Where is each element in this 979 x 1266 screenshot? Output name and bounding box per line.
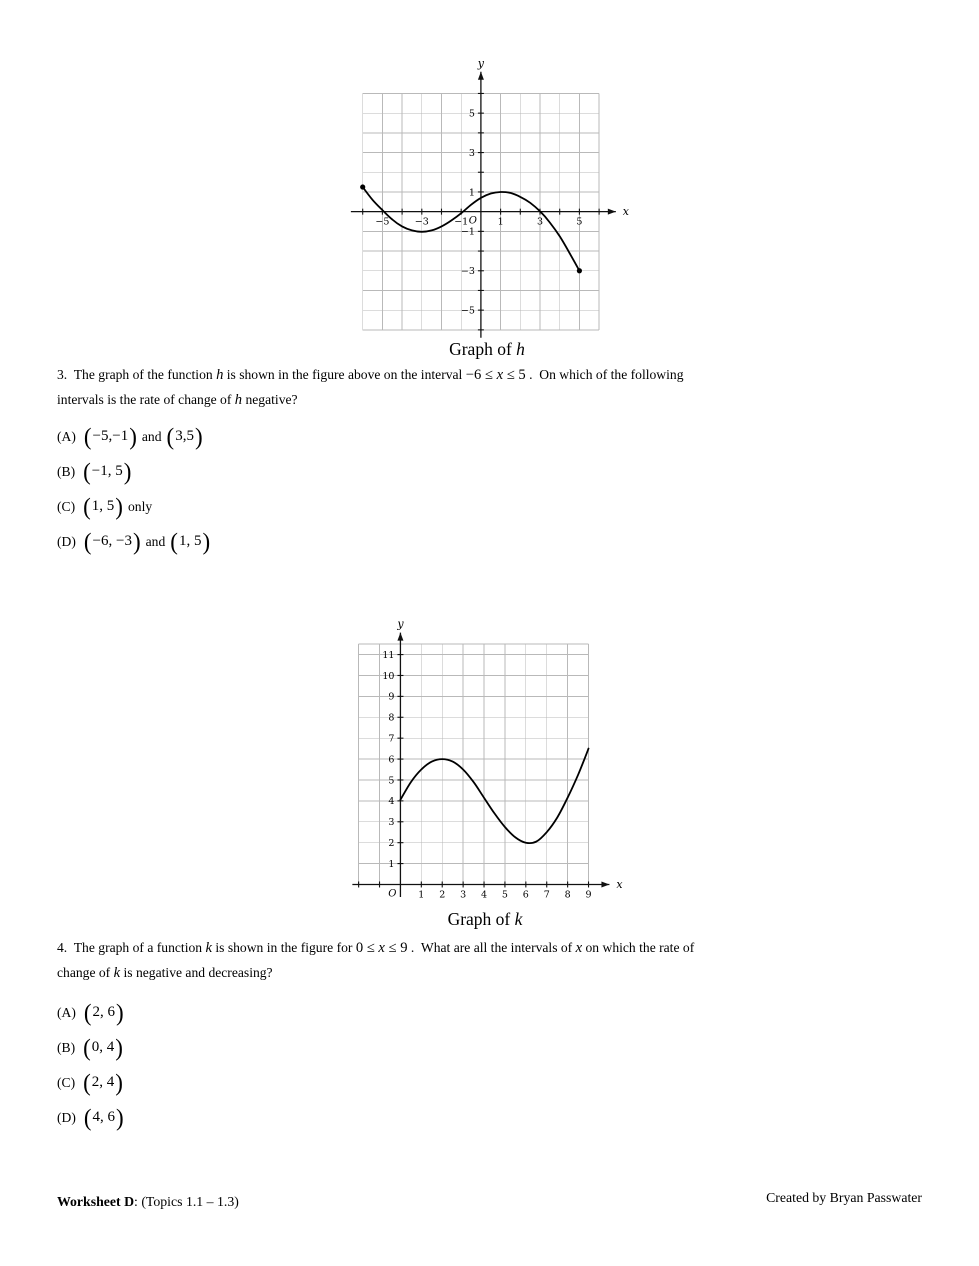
x-axis-arrow-icon [608,209,616,215]
svg-text:1: 1 [418,889,425,901]
graph-of-k-figure [344,618,626,903]
text-segment: : (Topics 1.1 – 1.3) [134,1194,239,1209]
svg-text:4: 4 [388,796,395,808]
svg-text:11: 11 [382,649,395,661]
math-variable: k [205,940,212,956]
interval-values: 0, 4 [91,1039,115,1055]
text-segment: Graph of [449,339,517,359]
x-axis-arrow-icon [601,881,609,887]
svg-text:10: 10 [382,670,395,682]
svg-text:7: 7 [543,889,550,901]
close-paren: ) [129,423,137,450]
svg-text:3: 3 [536,216,544,228]
choice-letter: (C) [57,1074,76,1090]
text-segment: . What are all the intervals of [407,940,576,955]
svg-text:9: 9 [388,691,395,703]
curve-endpoint-dot [360,184,365,189]
svg-text:9: 9 [585,889,592,901]
choice-letter: (D) [57,533,76,549]
svg-text:5: 5 [388,775,395,787]
svg-text:8: 8 [388,712,395,724]
text-segment: negative? [242,391,298,407]
svg-text:5: 5 [501,889,508,901]
math-variable: k [514,909,523,929]
text-segment: Graph of [447,909,515,929]
origin-label: O [468,215,477,227]
choice-word: only [127,498,153,514]
y-axis-arrow-icon [397,633,403,641]
choice-letter: (B) [57,1039,76,1055]
text-segment: 3. The graph of the function [57,367,217,382]
worksheet-footer-title [57,1190,239,1215]
choice-word: and [145,533,166,549]
interval-values: −6, −3 [92,533,132,549]
svg-text:−1: −1 [454,216,469,228]
svg-text:6: 6 [522,889,529,901]
graph-h-caption [343,337,631,362]
text-segment: 0 ≤ [355,940,379,956]
text-line [57,388,937,413]
graph-k-caption [344,907,626,932]
text-segment: change of [57,964,114,980]
open-paren: ( [83,999,92,1026]
math-variable: k [113,964,121,981]
text-line [57,936,937,961]
svg-text:4: 4 [481,889,488,901]
graph-of-h-figure [343,58,631,342]
interval-values: 2, 4 [91,1074,115,1090]
text-segment: ≤ 5 [503,367,526,383]
interval-values: 2, 6 [92,1004,116,1020]
text-line [343,337,631,362]
x-axis-label: x [616,877,623,891]
svg-text:−1: −1 [460,226,475,238]
close-paren: ) [132,528,141,555]
y-axis-label: y [397,618,404,631]
close-paren: ) [115,1034,123,1061]
interval-values: −1, 5 [91,463,123,479]
tick-marks [359,655,589,888]
choice-letter: (D) [57,1109,76,1125]
text-segment: intervals is the rate of change of [57,391,235,407]
svg-text:3: 3 [388,817,395,829]
text-segment: Worksheet D [57,1194,135,1209]
open-paren: ( [170,528,178,555]
answer-choice-c [57,1065,124,1100]
math-variable: h [234,391,243,408]
svg-text:1: 1 [468,187,475,199]
text-line [57,1190,239,1215]
origin-label: O [388,888,397,900]
axis-tick-labels [375,58,629,316]
svg-text:−5: −5 [460,305,475,317]
close-paren: ) [116,999,124,1026]
open-paren: ( [83,458,91,485]
axes [351,72,616,338]
interval-values: 4, 6 [92,1109,116,1125]
open-paren: ( [83,493,91,520]
svg-text:3: 3 [460,889,467,901]
answer-choice-c [57,489,210,524]
math-variable: x [496,367,504,383]
open-paren: ( [83,1104,92,1131]
svg-text:2: 2 [388,837,395,849]
open-paren: ( [83,1034,91,1061]
text-segment: 4. The graph of a function [57,940,206,955]
text-line [57,961,937,986]
choice-letter: (C) [57,498,76,514]
math-variable: h [216,367,224,383]
answer-choice-a [57,419,210,454]
question-4-text [57,936,937,985]
svg-text:7: 7 [388,733,395,745]
text-segment: . On which of the following [525,367,684,382]
choice-letter: (B) [57,463,76,479]
svg-text:3: 3 [468,147,475,159]
choice-letter: (A) [57,1004,76,1020]
answer-choice-b [57,454,210,489]
svg-text:6: 6 [388,754,395,766]
answer-choice-b [57,1030,124,1065]
text-segment: ≤ 9 [384,940,408,956]
svg-text:1: 1 [388,858,395,870]
open-paren: ( [83,1069,91,1096]
svg-text:2: 2 [439,889,446,901]
svg-text:1: 1 [497,216,504,228]
svg-text:5: 5 [576,216,583,228]
close-paren: ) [115,493,123,520]
svg-text:−5: −5 [375,216,390,228]
math-variable: x [575,940,583,956]
y-axis-arrow-icon [478,72,484,80]
close-paren: ) [115,1069,123,1096]
text-segment: is shown in the figure above on the interval [223,367,466,382]
open-paren: ( [83,423,92,450]
answer-choice-d [57,1100,124,1135]
text-segment: is negative and decreasing? [120,964,273,980]
answer-choice-d [57,524,210,559]
text-segment: −6 ≤ [465,367,497,383]
open-paren: ( [166,423,175,450]
curve-endpoint-dot [577,268,582,273]
math-variable: x [378,940,385,956]
question-3-text [57,363,937,412]
interval-values: 3,5 [175,428,194,444]
close-paren: ) [123,458,132,485]
text-line [344,907,626,932]
choice-word: and [141,428,162,444]
open-paren: ( [83,528,92,555]
interval-values: −5,−1 [92,428,129,444]
function-curve [400,749,588,844]
close-paren: ) [194,423,203,450]
svg-text:−3: −3 [414,216,429,228]
svg-text:5: 5 [468,108,475,120]
interval-values: 1, 5 [91,498,115,514]
question-3-choices [57,419,210,559]
worksheet-footer-credit: Created by Bryan Passwater [766,1190,922,1205]
svg-text:−3: −3 [460,266,475,278]
close-paren: ) [202,528,211,555]
choice-letter: (A) [57,428,76,444]
answer-choice-a [57,995,124,1030]
y-axis-label: y [477,58,485,70]
svg-text:8: 8 [564,889,571,901]
interval-values: 1, 5 [178,533,202,549]
math-variable: h [516,339,525,359]
close-paren: ) [116,1104,124,1131]
x-axis-label: x [622,205,629,219]
text-line [57,363,937,388]
text-segment: on which the rate of [582,940,695,955]
question-4-choices [57,995,124,1135]
text-segment: is shown in the figure for [211,940,356,955]
